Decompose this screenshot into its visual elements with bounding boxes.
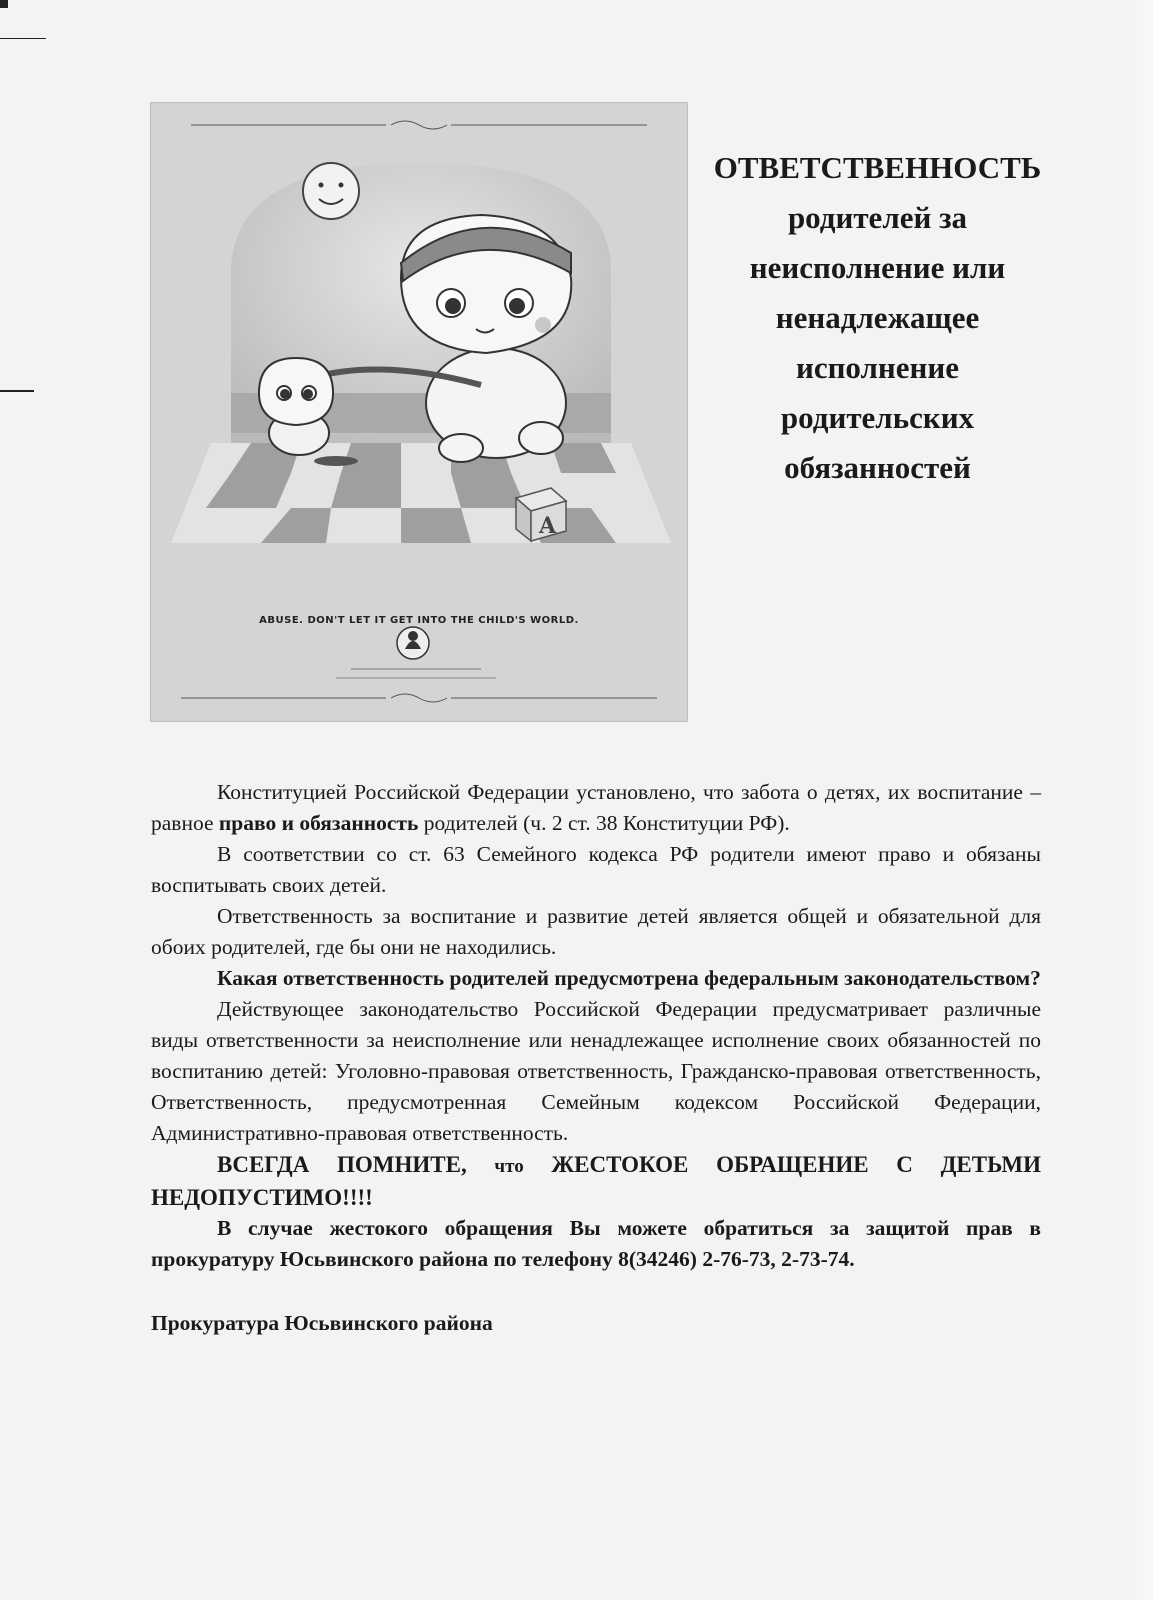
text-run: Конституцией Российской Федерации установлено, что забота о детях, их воспитание – равное — [151, 780, 1041, 835]
title-line: исполнение — [795, 350, 960, 385]
text-run: ЖЕСТОКОЕ ОБРАЩЕНИЕ С ДЕТЬМИ НЕДОПУСТИМО!!!! — [151, 1152, 1041, 1210]
scan-mark — [0, 390, 34, 392]
kitten — [259, 358, 333, 455]
title-line: родительских — [780, 400, 975, 435]
title-line: неисполнение или — [749, 250, 1006, 285]
poster-slogan: ABUSE. DON'T LET IT GET INTO THE CHILD'S WORLD. — [259, 615, 579, 626]
text-run: что — [494, 1156, 524, 1177]
scan-mark — [0, 0, 8, 8]
title-line: обязанностей — [784, 450, 971, 485]
warning-text — [151, 1149, 1041, 1213]
checkered-floor — [171, 443, 671, 543]
text-run: ВСЕГДА ПОМНИТЕ, — [217, 1152, 495, 1177]
text-run: родителей (ч. 2 ст. 38 Конституции РФ). — [418, 811, 790, 835]
paragraph-family-code: В соответствии со ст. 63 Семейного кодекса РФ родители имеют право и обязаны воспитывать своих детей. — [151, 842, 1041, 897]
paragraph-constitution — [151, 777, 1041, 839]
scan-edge — [1123, 0, 1153, 1600]
cartoon-logo — [397, 627, 429, 659]
block-letter: A — [539, 513, 557, 539]
title-line: родителей за — [787, 200, 968, 235]
contact-info: В случае жестокого обращения Вы можете обратиться за защитой прав в прокуратуру Юсьвинского района по телефону 8(34246) 2-76-73, 2-73-74. — [151, 1216, 1041, 1271]
document-body — [151, 777, 1041, 1339]
text-bold: право и обязанность — [218, 811, 419, 835]
title-line: ОТВЕТСТВЕННОСТЬ — [713, 150, 1042, 185]
poster-illustration — [150, 102, 688, 722]
title-line: ненадлежащее — [775, 300, 980, 335]
paragraph-legislation: Действующее законодательство Российской Федерации предусматривает различные виды ответственности за неисполнение или ненадлежащее исполнение своих обязанностей по воспитанию детей: Уголовно-правовая ответственность, Гражданско-правовая ответственность, Ответственность, предусмотренная Семейным кодексом Российской Федерации, Административно-правовая ответственность. — [151, 997, 1041, 1145]
question-heading: Какая ответственность родителей предусмотрена федеральным законодательством? — [217, 966, 1041, 990]
signature: Прокуратура Юсьвинского района — [151, 1311, 493, 1335]
wall-clock — [303, 163, 359, 219]
scan-mark — [0, 38, 46, 39]
paragraph-responsibility: Ответственность за воспитание и развитие детей является общей и обязательной для обоих родителей, где бы они не находились. — [151, 904, 1041, 959]
document-title — [700, 143, 1055, 493]
